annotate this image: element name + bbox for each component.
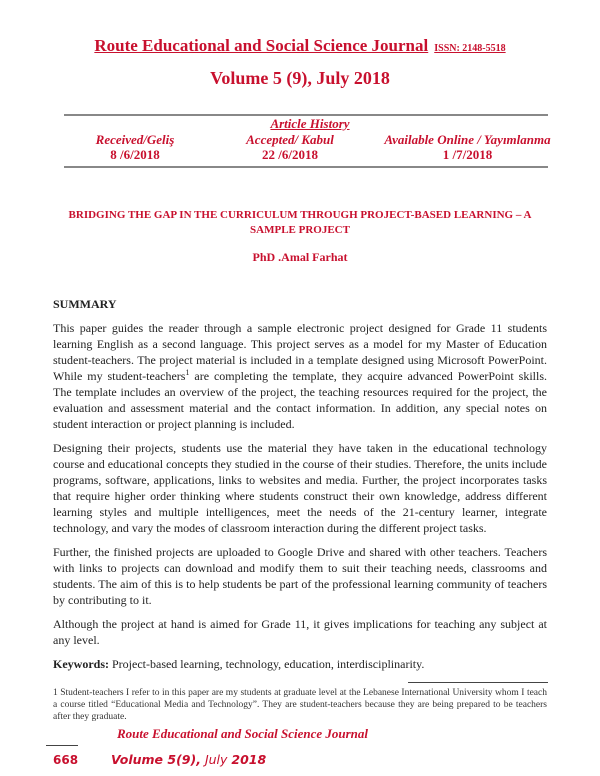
footer-volume [111,752,266,768]
article-history-title: Article History [270,116,350,131]
paragraph-4: Although the project at hand is aimed for Grade 11, it gives implications for teaching any subject at any level. [53,617,547,647]
footer-month: July [200,752,232,767]
article-body [53,296,547,672]
journal-title: Route Educational and Social Science Journal [94,36,429,55]
paragraph-2: Designing their projects, students use the material they have taken in the educational technology course and educational concepts they studied in the course of their studies. Therefore, the units include programs, software, applications, links to websites and media. Further, the project incorporates tasks that require higher order thinking where students construct their own knowledge, address different learning styles and multiple intelligences, meet the needs of the 21-century learner, integrate technology, and vary the modes of classroom interaction during the different project tasks. [53,441,547,535]
keywords-text: Project-based learning, technology, education, interdisciplinarity. [109,657,425,671]
journal-header [0,36,600,56]
received-label: Received/Geliş [95,132,175,147]
paragraph-1 [53,320,547,432]
article-title: BRIDGING THE GAP IN THE CURRICULUM THROUGH PROJECT-BASED LEARNING – A SAMPLE PROJECT [68,209,532,236]
accepted-label: Accepted/ Kabul [246,132,334,147]
page-flow [53,296,547,768]
available-online [365,132,570,162]
received-date: 8 /6/2018 [110,147,160,162]
keywords-label: Keywords: [53,657,109,671]
footnote: 1 Student-teachers I refer to in this paper are my students at graduate level at the Lebanese International University whom I teach a course titled “Educational Media and Technology”. They are student-teachers because they are being prepared to be teachers after they graduate. [53,688,547,722]
author: PhD .Amal Farhat [252,250,348,264]
accepted [220,132,360,162]
footer-vol: Volume 5(9), [111,752,201,767]
footer-journal: Route Educational and Social Science Journal [117,726,369,741]
page-number: 668 [53,753,79,767]
p1-text: This paper guides the reader through a sample electronic project designed for Grade 11 students learning English as a second language. This project serves as a model for my Master of Education student-teachers. The project material is included in a template designed using Microsoft PowerPoint. While my student-teachers [53,321,547,383]
footnote-ref[interactable]: 1 [185,368,190,377]
p1-text-cont: are completing the template, they acquire advanced PowerPoint skills. The template includes an overview of the project, the teaching resources required for the project, the evaluation and assessment material and the contact information. In addition, any special notes on student interaction or project planning is included. [53,369,547,431]
footer-year: 2018 [231,752,267,767]
summary-heading: SUMMARY [53,297,117,311]
issn: ISSN: 2148-5518 [434,43,506,54]
accepted-date: 22 /6/2018 [262,147,318,162]
footnote-divider [408,682,548,683]
paragraph-3: Further, the finished projects are uploaded to Google Drive and shared with other teachers. Teachers with links to projects can download and modify them to suit their teaching needs, classrooms and students. The aim of this is to help students be part of the professional learning community of teachers by contributing to it. [53,545,547,607]
volume-heading: Volume 5 (9), July 2018 [210,68,390,88]
footer-divider [46,745,78,746]
online-label: Available Online / Yayımlanma [384,132,551,147]
online-date: 1 /7/2018 [442,147,493,162]
keywords [53,656,547,672]
received [60,132,210,162]
divider-bottom [64,166,548,168]
footer-row [53,752,547,768]
